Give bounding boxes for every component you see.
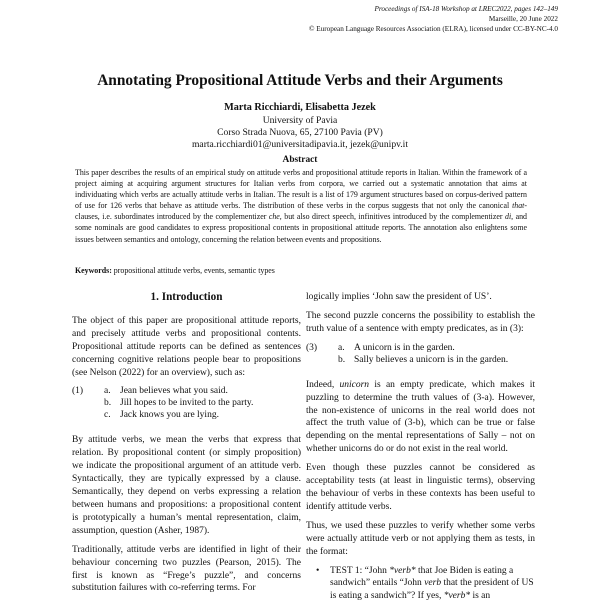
example-3 — [306, 342, 535, 366]
example-label: b. — [338, 354, 354, 366]
unicorn-term: unicorn — [340, 380, 370, 390]
keywords-label: Keywords: — [75, 266, 112, 275]
author-address: Corso Strada Nuova, 65, 27100 Pavia (PV) — [0, 127, 600, 138]
example-label: a. — [104, 385, 120, 397]
that-term: that — [512, 201, 524, 210]
keywords-text: propositional attitude verbs, events, semantic types — [112, 266, 275, 275]
bullet-marker: • — [316, 565, 330, 603]
venue-date-line: Marseille, 20 June 2022 — [489, 14, 558, 24]
paragraph-acceptability: Even though these puzzles cannot be considered as acceptability tests (at least in linguistic terms), observing the behaviour of verbs in these contexts has been useful to identify attitude verbs. — [306, 462, 535, 514]
abstract-body: This paper describes the results of an empirical study on attitude verbs and propositional attitude reports in Italian. Within the framework of a project aiming at acquiring argument structures for Italian verbs from corpora, we carried out a systematic annotation that aims at individuating which verbs are actually attitude verbs in Italian. The result is a list of 179 argument structures based on corpus-derived pattern of use for 126 verbs that behave as attitude verbs. The distribution of these verbs in the corpus suggests that not only the canonical that-clauses, i.e. subordinates introduced by the complementizer che, but also direct speech, infinitives introduced by the complementizer di, and some nominals are good candidates to express propositional contents in propositional attitude reports. The annotation also enlightens some issues between semantics and ontology, concerning the relation between events and propositions. — [75, 167, 527, 245]
di-term: di — [505, 212, 511, 221]
intro-paragraph-2: By attitude verbs, we mean the verbs that express that relation. By propositional content (or simply proposition) we indicate the propositional argument of an attitude verb. Syntactically, they are typically expressed by a clause. Semantically, they depend on verbs expressing a relation between humans and propositions: a propositional content is prototypically a human’s mental representation, claim, assumption, question (Asher, 1987). — [72, 434, 301, 537]
example-sentence: A unicorn is in the garden. — [354, 342, 535, 354]
left-column — [72, 291, 301, 601]
test-1-text: TEST 1: “John *verb* that Joe Biden is eating a sandwich” entails “John verb that the president of US is eating a sandwich”? If yes, *verb* is an — [330, 565, 535, 603]
paragraph-unicorn: Indeed, unicorn is an empty predicate, which makes it puzzling to determine the truth values of (3-a). However, the non-existence of unicorns in the real world does not affect the truth value of (3-b), which can be true or false depending on the mental representations of Sally – not on whether unicorns do or do not exist in the real world. — [306, 379, 535, 456]
intro-paragraph-1: The object of this paper are propositional attitude reports, and precisely attitude verbs and propositional contents. Propositional attitude reports can be defined as sentences concerning cognitive relations people bear to propositions (see Nelson (2022) for an overview), such as: — [72, 315, 301, 380]
paper-title: Annotating Propositional Attitude Verbs and their Arguments — [0, 72, 600, 90]
example-sentence: Jack knows you are lying. — [120, 409, 301, 421]
example-sentence: Sally believes a unicorn is in the garden. — [354, 354, 535, 366]
example-1 — [72, 385, 301, 421]
paragraph-continuation: logically implies ‘John saw the president of US’. — [306, 291, 535, 304]
section-heading-introduction: 1. Introduction — [72, 291, 301, 304]
license-line: © European Language Resources Association (ELRA), licensed under CC-BY-NC-4.0 — [309, 24, 558, 34]
abstract-heading: Abstract — [0, 155, 600, 165]
proceedings-line: Proceedings of ISA-18 Workshop at LREC2022, pages 142–149 — [374, 4, 558, 14]
intro-paragraph-3: Traditionally, attitude verbs are identified in light of their behaviour concerning two puzzles (Pearson, 2015). The first is known as “Frege’s puzzle”, and concerns substitution failures with co-referring terms. For — [72, 544, 301, 596]
test-1-bullet — [316, 565, 535, 603]
example-label: a. — [338, 342, 354, 354]
author-affiliation: University of Pavia — [0, 115, 600, 126]
che-term: che — [269, 212, 280, 221]
example-label: c. — [104, 409, 120, 421]
example-number: (3) — [306, 342, 338, 366]
author-names: Marta Ricchiardi, Elisabetta Jezek — [0, 102, 600, 113]
example-sentence: Jean believes what you said. — [120, 385, 301, 397]
paragraph-second-puzzle: The second puzzle concerns the possibility to establish the truth value of a sentence with empty predicates, as in (3): — [306, 310, 535, 336]
keywords-line — [75, 266, 527, 275]
example-sentence: Jill hopes to be invited to the party. — [120, 397, 301, 409]
paragraph-tests: Thus, we used these puzzles to verify whether some verbs were actually attitude verb or not applying them as tests, in the format: — [306, 520, 535, 559]
example-number: (1) — [72, 385, 104, 421]
author-emails: marta.ricchiardi01@universitadipavia.it, jezek@unipv.it — [0, 139, 600, 150]
example-label: b. — [104, 397, 120, 409]
right-column — [306, 291, 535, 603]
